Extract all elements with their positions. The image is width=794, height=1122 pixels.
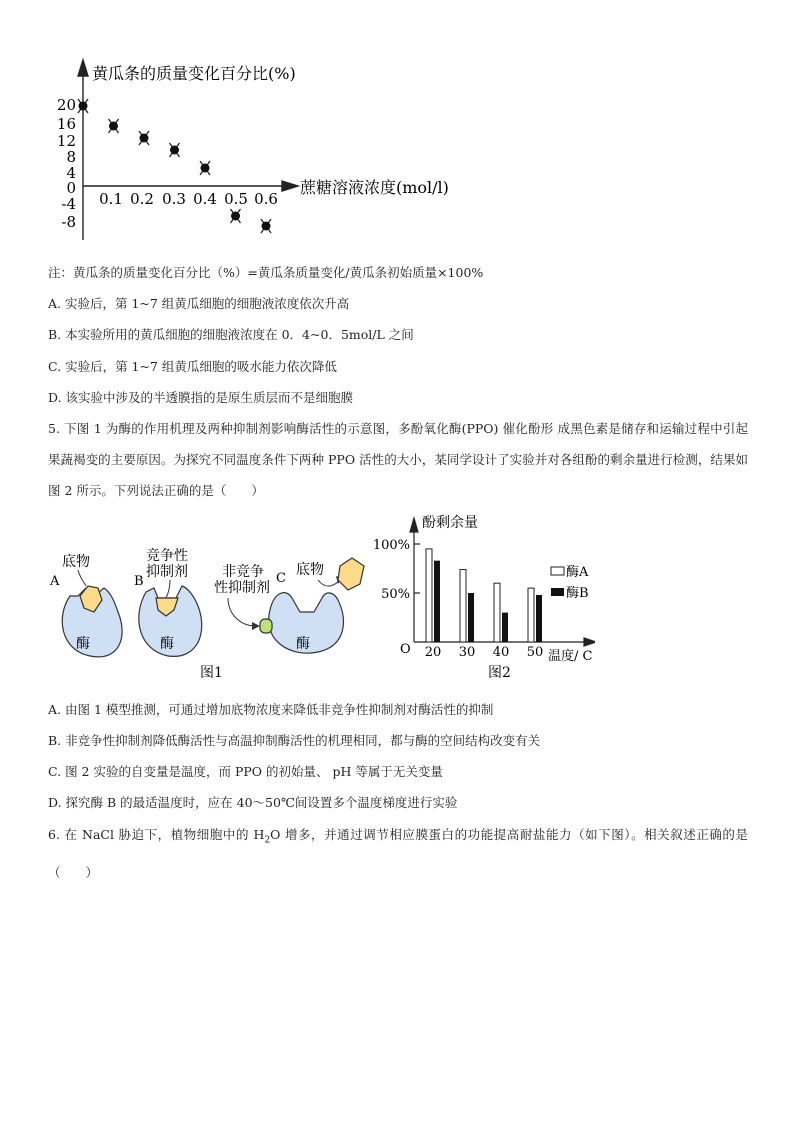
bar-legend [551, 565, 589, 601]
scatter-xlabel: 蔗糖溶液浓度(mol/l) [300, 178, 449, 197]
q5-option-b: B. 非竞争性抑制剂降低酶活性与高温抑制酶活性的机理相同，都与酶的空间结构改变有关 [48, 733, 541, 748]
fig2-caption: 图2 [488, 665, 511, 681]
q4-option-c: C. 实验后，第 1~7 组黄瓜细胞的吸水能力依次降低 [48, 359, 337, 374]
y-axis-arrow [78, 60, 88, 76]
scatter-axes [78, 60, 298, 240]
bar-category-labels [425, 645, 544, 660]
q6-stem-part2: 增多，并通过调节相应膜蛋白的功能提高耐盐能力（如下图）。相关叙述正确的是（ ） [48, 827, 748, 880]
q5-option-d: D. 探究酶 B 的最适温度时，应在 40～50℃间设置多个温度梯度进行实验 [48, 795, 458, 810]
bar-enzyme-a [528, 588, 534, 642]
bar-enzyme-a [494, 583, 500, 642]
y-tick-label: 20 [56, 96, 76, 114]
label-c: C [276, 571, 286, 586]
enzyme-label-a: 酶 [76, 636, 90, 652]
y-tick-label-100: 100% [372, 538, 410, 553]
legend-swatch-a [551, 567, 564, 575]
enzyme-a [49, 553, 122, 657]
bar-category-label: 30 [458, 645, 476, 660]
bar-enzyme-b [536, 595, 542, 642]
scatter-point [261, 219, 271, 233]
origin-label: O [400, 642, 411, 657]
competitive-label-2: 抑制剂 [146, 564, 188, 580]
q6-stem-part1: 6. 在 NaCl 胁迫下，植物细胞中的 H [48, 827, 265, 842]
legend-label-a: 酶A [566, 565, 589, 580]
noncomp-label-2: 性抑制剂 [214, 580, 270, 596]
scatter-point [200, 161, 210, 175]
noncomp-arrow [228, 598, 256, 626]
scatter-points [78, 99, 271, 233]
substrate-pointer [78, 570, 86, 586]
chart-note: 注：黄瓜条的质量变化百分比（%）=黄瓜条质量变化/黄瓜条初始质量×100% [48, 265, 484, 280]
bar-x-axis-arrow [584, 638, 595, 646]
bar-enzyme-a [426, 549, 432, 642]
bar-enzyme-b [468, 593, 474, 642]
bar-category-label: 50 [526, 645, 544, 660]
inhibitor-pointer [166, 580, 170, 598]
q4-option-a: A. 实验后，第 1~7 组黄瓜细胞的细胞液浓度依次升高 [48, 296, 350, 311]
substrate-label-a: 底物 [62, 554, 90, 570]
x-tick-label: 0.5 [224, 190, 248, 208]
noncomp-arrow-head [252, 622, 260, 630]
noncompetitive-inhibitor-shape [260, 619, 272, 633]
substrate-label-c: 底物 [296, 562, 324, 578]
legend-swatch-b [551, 588, 564, 596]
bar-y-axis-arrow [410, 518, 418, 532]
enzyme-b [134, 547, 202, 656]
q5-stem: 5. 下图 1 为酶的作用机理及两种抑制剂影响酶活性的示意图，多酚氧化酶(PPO) 催化酚形 成黑色素是储存和运输过程中引起果蔬褐变的主要原因。为探究不同温度条件下两种 PPO 活性的大小，某同学设计了实验并对各组酚的剩余量进行检测，结果如图 2 所示。下列说法正确的是（ ） [48, 421, 748, 498]
bar-enzyme-a [460, 569, 466, 642]
bar-enzyme-b [502, 613, 508, 642]
enzyme-label-b: 酶 [160, 636, 174, 652]
label-b: B [134, 574, 144, 589]
noncomp-label-1: 非竞争 [222, 564, 264, 580]
legend-label-b: 酶B [566, 586, 589, 601]
y-tick-label: -4 [61, 195, 76, 213]
y-tick-label: 4 [66, 164, 76, 182]
substrate-release-arrow [318, 580, 340, 586]
scatter-point [170, 143, 180, 157]
q6-oxygen: O [270, 827, 281, 842]
scatter-point [109, 119, 119, 133]
x-tick-label: 0.4 [193, 190, 217, 208]
bar-series [426, 549, 542, 642]
y-tick-labels [57, 96, 76, 231]
q4-option-b: B. 本实验所用的黄瓜细胞的细胞液浓度在 0．4~0．5mol/L 之间 [48, 327, 414, 342]
label-a: A [50, 574, 60, 589]
y-tick-label: -8 [61, 213, 76, 231]
q5-option-c: C. 图 2 实验的自变量是温度，而 PPO 的初始量、 pH 等属于无关变量 [48, 764, 443, 779]
q5-option-a: A. 由图 1 模型推测，可通过增加底物浓度来降低非竞争性抑制剂对酶活性的抑制 [48, 702, 494, 717]
bar-xlabel: 温度/ C [548, 649, 593, 664]
y-tick-label: 8 [66, 148, 76, 166]
released-substrate-shape [338, 558, 364, 590]
y-tick-label: 0 [66, 179, 76, 197]
competitive-label-1: 竞争性 [146, 548, 188, 564]
scatter-title: 黄瓜条的质量变化百分比(%) [92, 64, 296, 83]
x-tick-label: 0.2 [130, 190, 154, 208]
x-tick-labels [99, 190, 278, 208]
bar-enzyme-b [434, 561, 440, 642]
x-tick-label: 0.6 [254, 190, 278, 208]
scatter-point [231, 209, 241, 223]
phenol-remaining-chart [365, 505, 595, 685]
bar-category-label: 20 [424, 645, 442, 660]
bar-chart-title: 酚剩余量 [422, 515, 478, 531]
bar-category-label: 40 [492, 645, 510, 660]
scatter-point [139, 131, 149, 145]
enzyme-c [214, 558, 364, 653]
x-axis-arrow [282, 181, 298, 191]
q6-subscript: 2 [264, 835, 271, 846]
enzyme-mechanism-figure [40, 505, 420, 685]
enzyme-label-c: 酶 [296, 636, 310, 652]
x-tick-label: 0.3 [162, 190, 186, 208]
mass-change-chart [0, 40, 794, 290]
x-tick-label: 0.1 [99, 190, 123, 208]
fig1-caption: 图1 [200, 665, 223, 681]
y-tick-label-50: 50% [381, 587, 410, 602]
y-tick-label: 16 [56, 115, 76, 133]
q4-option-d: D. 该实验中涉及的半透膜指的是原生质层而不是细胞膜 [48, 390, 354, 405]
q6-stem [48, 819, 748, 888]
y-tick-label: 12 [56, 132, 76, 150]
